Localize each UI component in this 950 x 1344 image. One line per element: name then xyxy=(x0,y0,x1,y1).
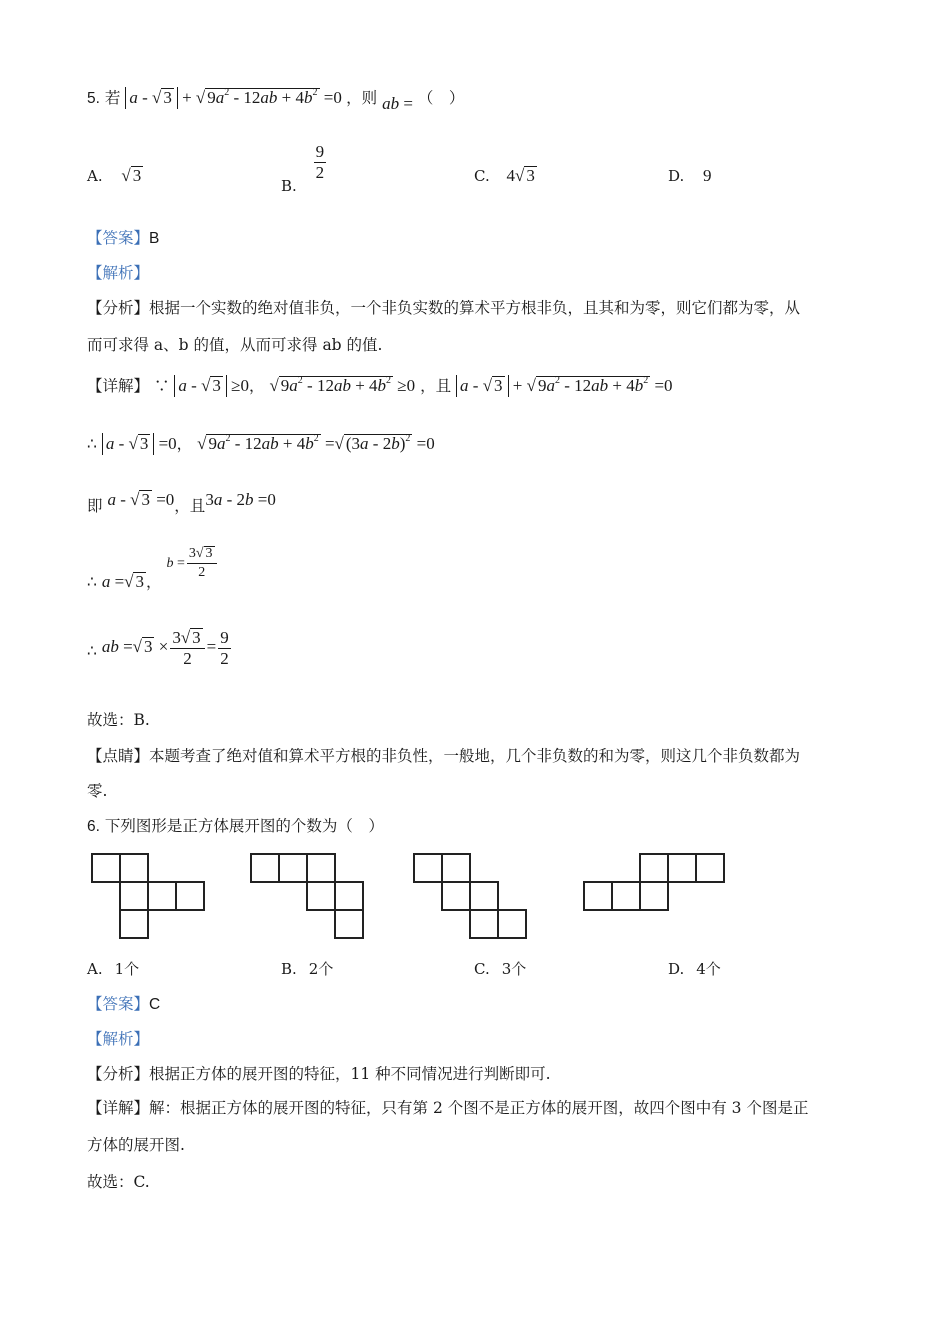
q5-step-therefore2: ∴ a =√ 3 ， b = $\frac{3√ 3}{2}$ xyxy=(87,545,219,582)
cube-net-figure-3 xyxy=(410,850,540,950)
q6-stem xyxy=(87,814,384,836)
q5-fenxi-line1: 【分析】根据一个实数的绝对值非负，一个非负实数的算术平方根非负，且其和为零，则它们都为零，从 xyxy=(87,299,801,317)
q5-option-b: B. $\frac{9}{2}$ xyxy=(281,142,325,195)
q6-xiangjie-line2: 方体的展开图. xyxy=(87,1136,185,1154)
cube-net-figure-1 xyxy=(88,850,218,950)
q5-prefix: 若 xyxy=(104,89,121,107)
q5-number: 5. xyxy=(87,90,100,107)
q5-cond-mid: ，则 xyxy=(346,89,378,107)
q5-step-therefore1: ∴ a - √ 3 =0， √ $9a^2 - 12ab + 4b^2$ =√ (3a - 2b)$^2$ =0 xyxy=(87,433,435,453)
q5-dianjing-line1: 【点睛】本题考查了绝对值和算术平方根的非负性，一般地，几个非负数的和为零，则这几个非负数都为 xyxy=(87,747,801,765)
q6-question: 下列图形是正方体展开图的个数为（ ） xyxy=(104,817,384,835)
q6-number: 6. xyxy=(87,818,100,835)
q6-guxuan: 故选：C. xyxy=(87,1173,150,1191)
q6-answer-label: 【答案】 xyxy=(87,995,150,1013)
q6-option-c: C. 3个 xyxy=(474,960,527,978)
q6-answer-value: C xyxy=(149,996,161,1013)
q5-answer-label: 【答案】 xyxy=(87,229,150,247)
q5-jiexi-label: 【解析】 xyxy=(87,264,150,282)
q6-jiexi-label: 【解析】 xyxy=(87,1030,150,1048)
q5-dianjing-line2: 零. xyxy=(87,782,108,800)
q5-xiangjie-line1: 【详解】 ∵ a - √ 3 ≥0， √ $9a^2 - 12ab + 4b^2 \ge 0$ ，且 a - √ 3 + √ $9a^2 - 12ab + 4b^2 =0$ xyxy=(87,375,673,395)
q5-step-ji: 即 a - √ 3 =0，且3a - 2b =0 xyxy=(87,490,276,515)
q5-answer xyxy=(87,226,159,248)
cube-net-figure-4 xyxy=(580,850,740,920)
q5-step-therefore3: ∴ ab =√ 3 × $\frac{3√ 3}{2}$ = $\frac{9}{2}$ xyxy=(87,628,229,668)
q5-condition: a - √ 3 + √ $9a^2 - 12ab + 4b^2 =0$ xyxy=(125,88,346,107)
q6-answer xyxy=(87,992,160,1014)
q5-option-a: A. √ 3 xyxy=(87,166,142,185)
q5-question-tail: （ ） xyxy=(417,89,465,107)
q6-option-b: B. 2个 xyxy=(281,960,334,978)
q6-option-d: D. 4个 xyxy=(668,960,721,978)
q5-stem xyxy=(87,86,465,113)
q6-fenxi: 【分析】根据正方体的展开图的特征，11 种不同情况进行判断即可. xyxy=(87,1065,551,1083)
q6-option-a: A. 1个 xyxy=(87,960,140,978)
q6-xiangjie-line1: 【详解】解：根据正方体的展开图的特征，只有第 2 个图不是正方体的展开图，故四个图中有 3 个图是正 xyxy=(87,1099,809,1117)
q5-answer-value: B xyxy=(149,230,160,247)
q5-ab-equals: ab = xyxy=(382,94,413,113)
q5-option-d: D. 9 xyxy=(668,166,712,185)
q5-option-c: C. 4√ 3 xyxy=(474,166,535,185)
cube-net-figure-2 xyxy=(247,850,377,950)
q5-guxuan: 故选：B. xyxy=(87,711,150,729)
q5-fenxi-line2: 而可求得 a、b 的值，从而可求得 ab 的值. xyxy=(87,336,383,354)
